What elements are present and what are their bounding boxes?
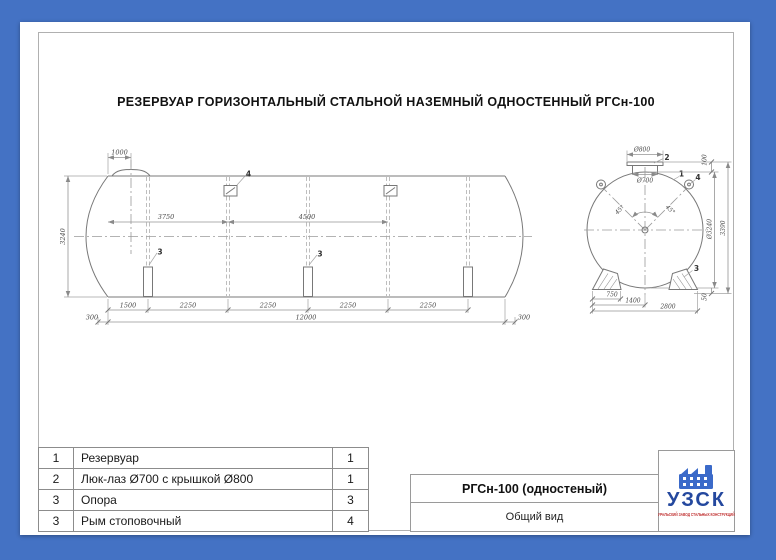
dim-3750-label: 3750 <box>157 213 175 221</box>
view-name: Общий вид <box>505 511 564 523</box>
chain-dim-label: 2250 <box>179 301 197 310</box>
parts-table <box>38 447 369 532</box>
logo-text: УЗСК <box>666 489 727 511</box>
callout-tank-label: 1 <box>678 169 685 179</box>
callout-eye-label: 4 <box>245 169 252 179</box>
dim-12000-label: 12000 <box>295 313 317 322</box>
dim-1400-label: 1400 <box>625 297 641 305</box>
dim-bottom-chain <box>106 299 471 325</box>
table-row <box>39 490 369 511</box>
callout-support-label: 3 <box>317 249 323 259</box>
dim-800-label: Ø800 <box>633 146 651 154</box>
part-number: 1 <box>39 448 74 469</box>
company-logo <box>658 450 735 532</box>
side-view <box>59 149 532 326</box>
callout-support-label: 3 <box>157 247 163 257</box>
callout-support-label: 3 <box>693 264 700 273</box>
part-name: Люк-лаз Ø700 с крышкой Ø800 <box>74 469 333 490</box>
dim-3240-end-label: Ø3240 <box>706 218 714 240</box>
dim-3240-label: 3240 <box>59 228 67 245</box>
callout-eye-label: 4 <box>695 173 701 182</box>
angle-right-label: 45° <box>663 203 677 217</box>
logo-caption: УРАЛЬСКИЙ ЗАВОД СТАЛЬНЫХ КОНСТРУКЦИЙ <box>658 512 735 517</box>
chain-dim-label: 2250 <box>339 301 357 310</box>
part-name: Резервуар <box>74 448 333 469</box>
part-name: Опора <box>74 490 333 511</box>
page-title: РЕЗЕРВУАР ГОРИЗОНТАЛЬНЫЙ СТАЛЬНОЙ НАЗЕМНЫЙ ОДНОСТЕННЫЙ РГСн-100 <box>117 95 655 109</box>
angle-left-label: 45° <box>613 203 627 217</box>
manhole-top <box>112 170 150 177</box>
dim-2800-label: 2800 <box>660 303 676 311</box>
drawing-sheet <box>20 22 750 535</box>
part-quantity: 1 <box>333 448 369 469</box>
part-quantity: 4 <box>333 511 369 532</box>
dim-3390-label: 3390 <box>720 220 727 236</box>
dim-700-label: Ø700 <box>636 177 654 185</box>
table-row <box>39 469 369 490</box>
part-number: 2 <box>39 469 74 490</box>
table-row <box>39 511 369 532</box>
table-row <box>39 448 369 469</box>
chain-dim-label: 1500 <box>119 301 137 310</box>
part-number: 3 <box>39 490 74 511</box>
title-block <box>410 474 659 532</box>
side-view-centerlines <box>74 160 532 254</box>
model-designation: РГСн-100 (одностеный) <box>411 475 658 503</box>
part-name: Рым стоповочный <box>74 511 333 532</box>
end-view <box>584 147 732 314</box>
callout-cover-label: 2 <box>664 153 670 162</box>
part-number: 3 <box>39 511 74 532</box>
dim-300-left-label: 300 <box>85 313 99 322</box>
dim-100-label: 100 <box>701 154 709 166</box>
dim-300-right-label: 300 <box>517 313 531 322</box>
part-quantity: 3 <box>333 490 369 511</box>
side-view-supports <box>144 253 473 297</box>
dim-50-label: 50 <box>701 293 709 301</box>
dim-4500-label: 4500 <box>298 213 316 221</box>
part-quantity: 1 <box>333 469 369 490</box>
dim-1000-label: 1000 <box>111 148 128 157</box>
dim-750-label: 750 <box>606 291 618 299</box>
chain-dim-label: 2250 <box>419 301 437 310</box>
chain-dim-label: 2250 <box>259 301 277 310</box>
factory-icon <box>675 465 719 489</box>
